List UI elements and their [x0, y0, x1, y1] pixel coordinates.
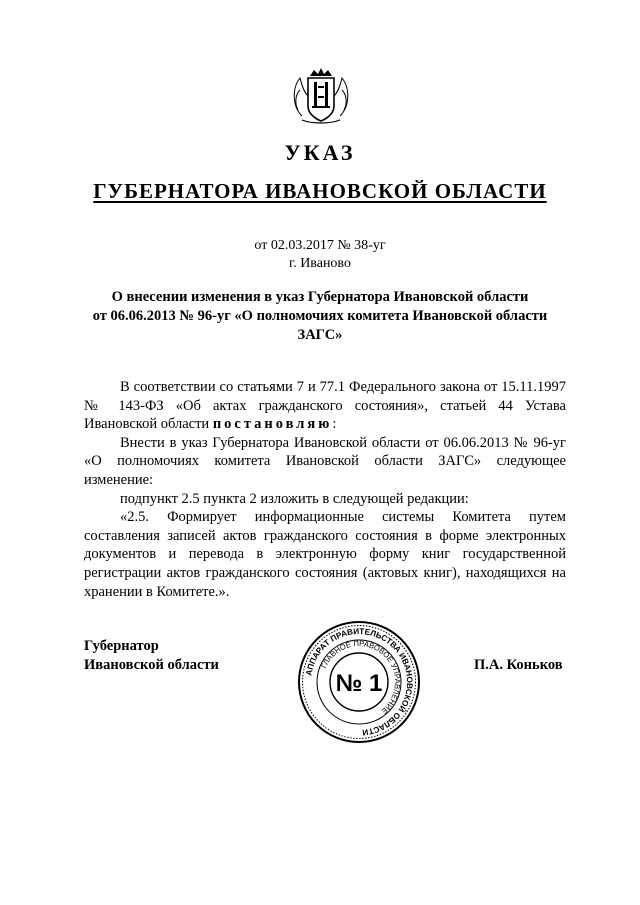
seal-number: № 1 — [335, 670, 383, 697]
seal-inner-text: ГЛАВНОЕ ПРАВОВОЕ УПРАВЛЕНИЕ — [319, 638, 403, 716]
paragraph-punctuation: : — [332, 416, 337, 433]
body-paragraph: Внести в указ Губернатора Ивановской области от 06.06.2013 № 96-уг «О полномочиях комитета Ивановской области ЗАГС» следующее изменение: — [84, 434, 566, 488]
signatory-title-line: Губернатор — [84, 638, 159, 654]
subject-line: О внесении изменения в указ Губернатора Ивановской области — [111, 289, 529, 305]
decree-keyword: постановляю — [212, 416, 333, 433]
body-paragraph: подпункт 2.5 пункта 2 изложить в следующей редакции: — [120, 490, 469, 507]
document-subject — [60, 288, 580, 345]
document-date-number: от 02.03.2017 № 38-уг — [254, 238, 386, 253]
document-city: г. Иваново — [289, 256, 351, 271]
paragraph-text: В соответствии со статьями 7 и 77.1 Федерального закона от 15.11.1997 № 143-ФЗ «Об актах гражданского состояния», статьей 44 Устава Ивановской области — [84, 379, 566, 433]
body-paragraph: «2.5. Формирует информационные системы Комитета путем составления записей актов гражданского состояния в форме электронных документов и перевода в электронную форму книг государственной регистрации актов гражданского состояния (актовых книг), находящихся на хранении в Комитете.». — [84, 509, 566, 600]
subject-line: от 06.06.2013 № 96-уг «О полномочиях комитета Ивановской области — [92, 308, 548, 324]
body-paragraph — [84, 378, 566, 434]
issuer-title-text: ГУБЕРНАТОРА ИВАНОВСКОЙ ОБЛАСТИ — [93, 179, 547, 203]
seal-outer-text: АППАРАТ ПРАВИТЕЛЬСТВА ИВАНОВСКОЙ ОБЛАСТИ — [304, 626, 415, 737]
subject-line: ЗАГС» — [297, 327, 343, 343]
official-seal-stamp — [297, 620, 421, 744]
signatory-title — [84, 637, 219, 675]
document-body — [84, 378, 566, 601]
document-type-title: УКАЗ — [284, 140, 356, 165]
ivanovo-coat-of-arms-icon — [288, 66, 354, 126]
signatory-title-line: Ивановской области — [84, 657, 219, 673]
signatory-name: П.А. Коньков — [474, 657, 563, 673]
document-issuer-title — [0, 179, 640, 204]
